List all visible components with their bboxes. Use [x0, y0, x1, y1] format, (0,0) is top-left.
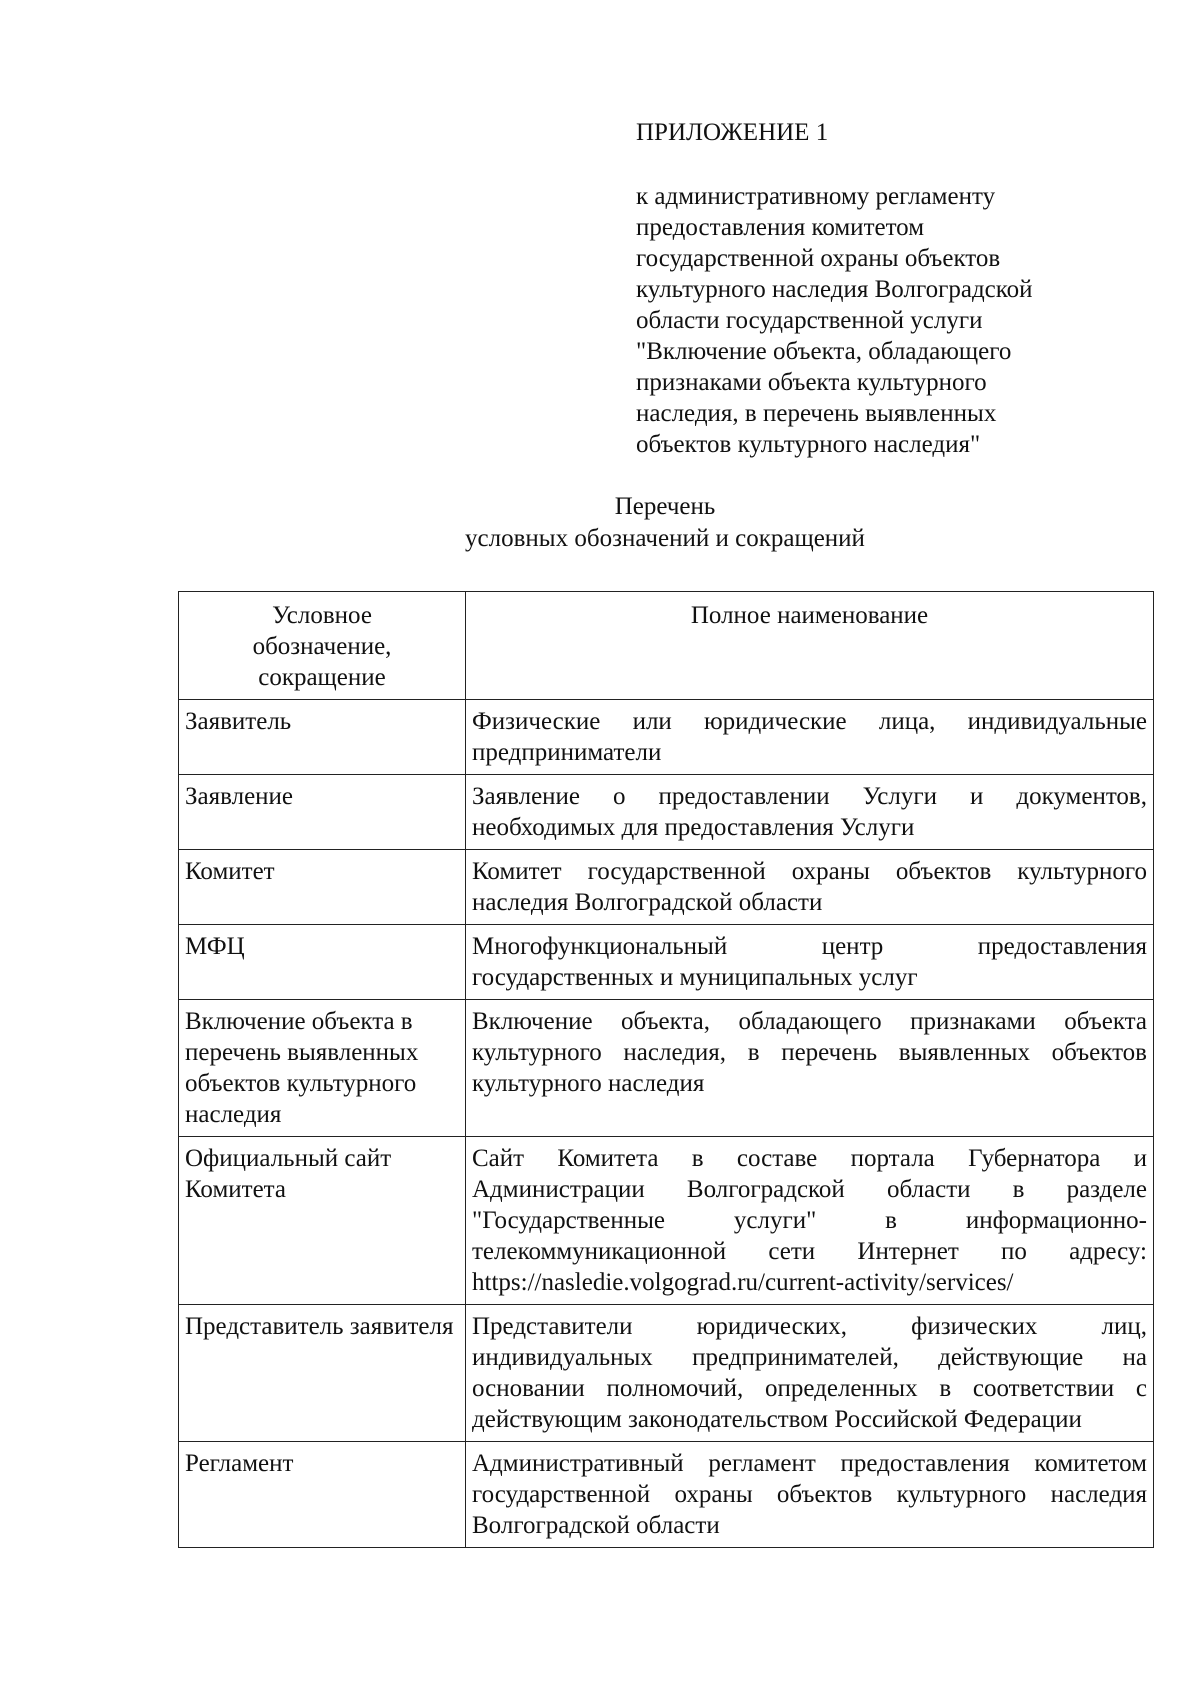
term-cell: Представитель заявителя: [179, 1305, 466, 1442]
header-term-line: Условное: [272, 602, 372, 629]
table-row: [179, 850, 1154, 925]
appendix-caption-line: культурного наследия Волгоградской: [636, 276, 1033, 303]
definition-cell: Представители юридических, физических лиц, индивидуальных предпринимателей, действующие на основании полномочий, определенных в соответствии с действующим законодательством Российской Федерации: [466, 1305, 1154, 1442]
table-row: [179, 1000, 1154, 1137]
header-term-line: сокращение: [258, 664, 386, 691]
list-heading: [0, 491, 1200, 555]
term-cell: Регламент: [179, 1442, 466, 1548]
appendix-caption-line: "Включение объекта, обладающего: [636, 338, 1012, 365]
appendix-caption-line: к административному регламенту: [636, 183, 996, 210]
appendix-caption-line: предоставления комитетом: [636, 214, 925, 241]
header-definition-cell: Полное наименование: [466, 592, 1154, 700]
term-cell: Официальный сайт Комитета: [179, 1137, 466, 1305]
definition-cell: Заявление о предоставлении Услуги и документов, необходимых для предоставления Услуги: [466, 775, 1154, 850]
term-cell: Комитет: [179, 850, 466, 925]
term-cell: Включение объекта в перечень выявленных объектов культурного наследия: [179, 1000, 466, 1137]
header-term-cell: [179, 592, 466, 700]
appendix-caption-line: области государственной услуги: [636, 307, 983, 334]
definition-cell: Административный регламент предоставления комитетом государственной охраны объектов культурного наследия Волгоградской области: [466, 1442, 1154, 1548]
abbreviations-table: [178, 591, 1154, 1548]
table-header-row: [179, 592, 1154, 700]
appendix-caption-line: государственной охраны объектов: [636, 245, 1001, 272]
appendix-caption-line: признаками объекта культурного: [636, 369, 987, 396]
list-heading-title: Перечень: [614, 493, 716, 520]
definition-cell: Комитет государственной охраны объектов культурного наследия Волгоградской области: [466, 850, 1154, 925]
appendix-block: [636, 117, 1116, 460]
table-row: [179, 1305, 1154, 1442]
definition-cell: Многофункциональный центр предоставления государственных и муниципальных услуг: [466, 925, 1154, 1000]
definition-cell: Физические или юридические лица, индивидуальные предприниматели: [466, 700, 1154, 775]
term-cell: Заявление: [179, 775, 466, 850]
appendix-caption-line: наследия, в перечень выявленных: [636, 400, 997, 427]
definition-cell: Включение объекта, обладающего признаками объекта культурного наследия, в перечень выявленных объектов культурного наследия: [466, 1000, 1154, 1137]
term-cell: МФЦ: [179, 925, 466, 1000]
table-row: [179, 925, 1154, 1000]
appendix-title: ПРИЛОЖЕНИЕ 1: [636, 119, 829, 146]
table-row: [179, 1137, 1154, 1305]
table-row: [179, 1442, 1154, 1548]
list-heading-subtitle: условных обозначений и сокращений: [465, 525, 865, 552]
definition-cell: Сайт Комитета в составе портала Губернатора и Администрации Волгоградской области в разделе "Государственные услуги" в информационно-телекоммуникационной сети Интернет по адресу: https://nasledie.volgograd.ru/current-activity/services/: [466, 1137, 1154, 1305]
table-row: [179, 775, 1154, 850]
appendix-caption: [636, 181, 1116, 460]
appendix-caption-line: объектов культурного наследия": [636, 431, 981, 458]
header-term-line: обозначение,: [252, 633, 392, 660]
table-row: [179, 700, 1154, 775]
term-cell: Заявитель: [179, 700, 466, 775]
